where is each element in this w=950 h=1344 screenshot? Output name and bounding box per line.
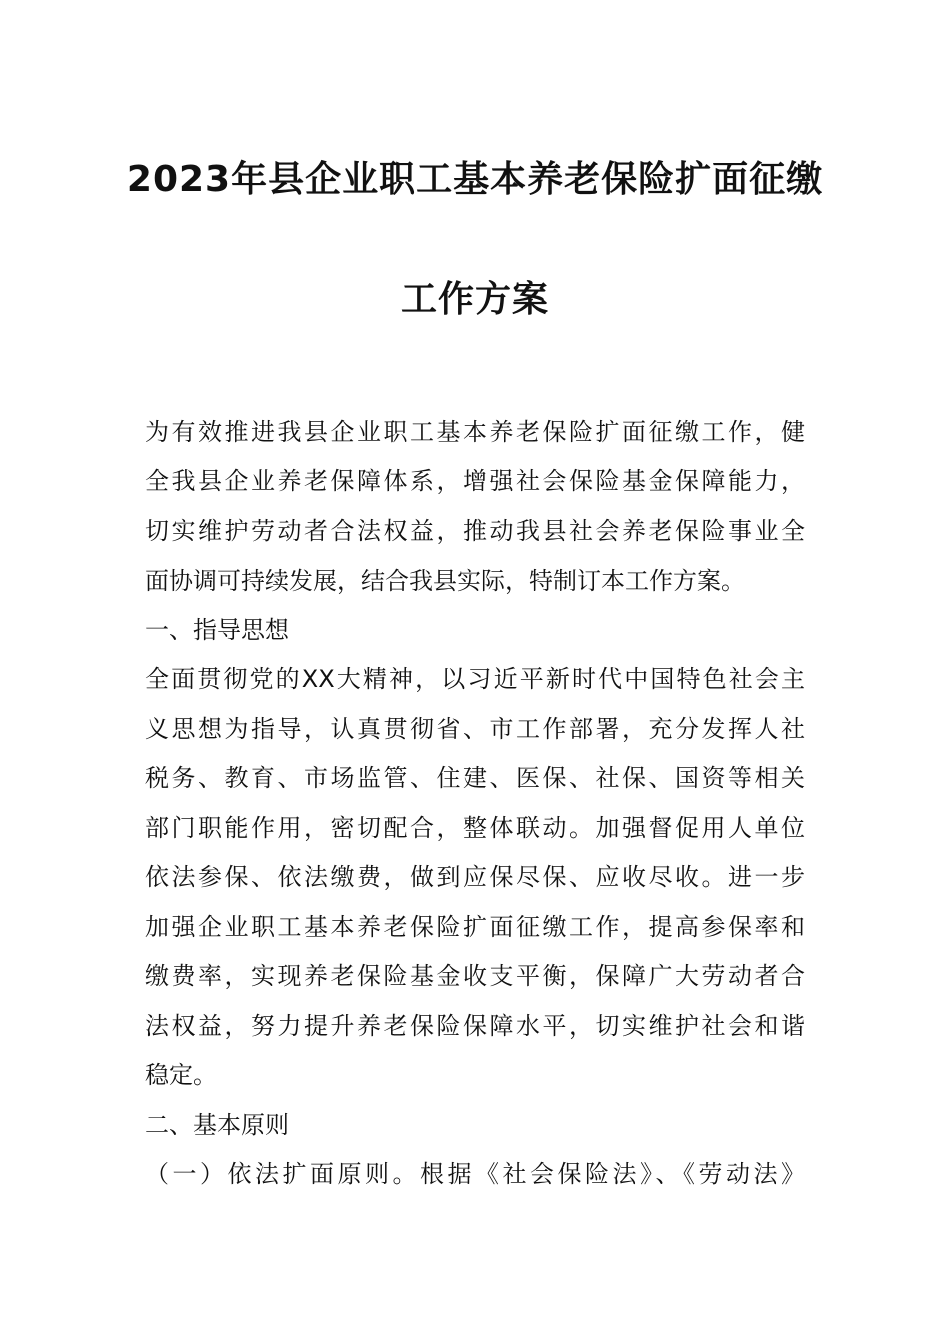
guiding-paragraph-line-1: 全面贯彻党的XX大精神，以习近平新时代中国特色社会主 bbox=[145, 665, 805, 693]
document-title-line-1: 2023年县企业职工基本养老保险扩面征缴 bbox=[126, 159, 824, 200]
guiding-paragraph-line-8: 法权益，努力提升养老保险保障水平，切实维护社会和谐 bbox=[145, 1012, 805, 1040]
principle-paragraph-line-1: （一）依法扩面原则。根据《社会保险法》、《劳动法》 bbox=[145, 1160, 805, 1188]
guiding-paragraph-line-9: 稳定。 bbox=[145, 1061, 217, 1089]
guiding-paragraph-line-5: 依法参保、依法缴费，做到应保尽保、应收尽收。进一步 bbox=[145, 863, 805, 891]
section-heading-basic-principles: 二、基本原则 bbox=[145, 1111, 289, 1139]
intro-paragraph-line-2: 全我县企业养老保障体系，增强社会保险基金保障能力， bbox=[145, 467, 805, 495]
guiding-paragraph-line-3: 税务、教育、市场监管、住建、医保、社保、国资等相关 bbox=[145, 764, 805, 792]
intro-paragraph-line-4: 面协调可持续发展，结合我县实际，特制订本工作方案。 bbox=[145, 567, 745, 595]
intro-paragraph-line-3: 切实维护劳动者合法权益，推动我县社会养老保险事业全 bbox=[145, 517, 805, 545]
guiding-paragraph-line-7: 缴费率，实现养老保险基金收支平衡，保障广大劳动者合 bbox=[145, 962, 805, 990]
intro-paragraph-line-1: 为有效推进我县企业职工基本养老保险扩面征缴工作，健 bbox=[145, 418, 805, 446]
guiding-paragraph-line-2: 义思想为指导，认真贯彻省、市工作部署，充分发挥人社 bbox=[145, 715, 805, 743]
section-heading-guiding-thought: 一、指导思想 bbox=[145, 616, 289, 644]
guiding-paragraph-line-6: 加强企业职工基本养老保险扩面征缴工作，提高参保率和 bbox=[145, 913, 805, 941]
document-title-line-2: 工作方案 bbox=[400, 279, 549, 320]
guiding-paragraph-line-4: 部门职能作用，密切配合，整体联动。加强督促用人单位 bbox=[145, 814, 805, 842]
